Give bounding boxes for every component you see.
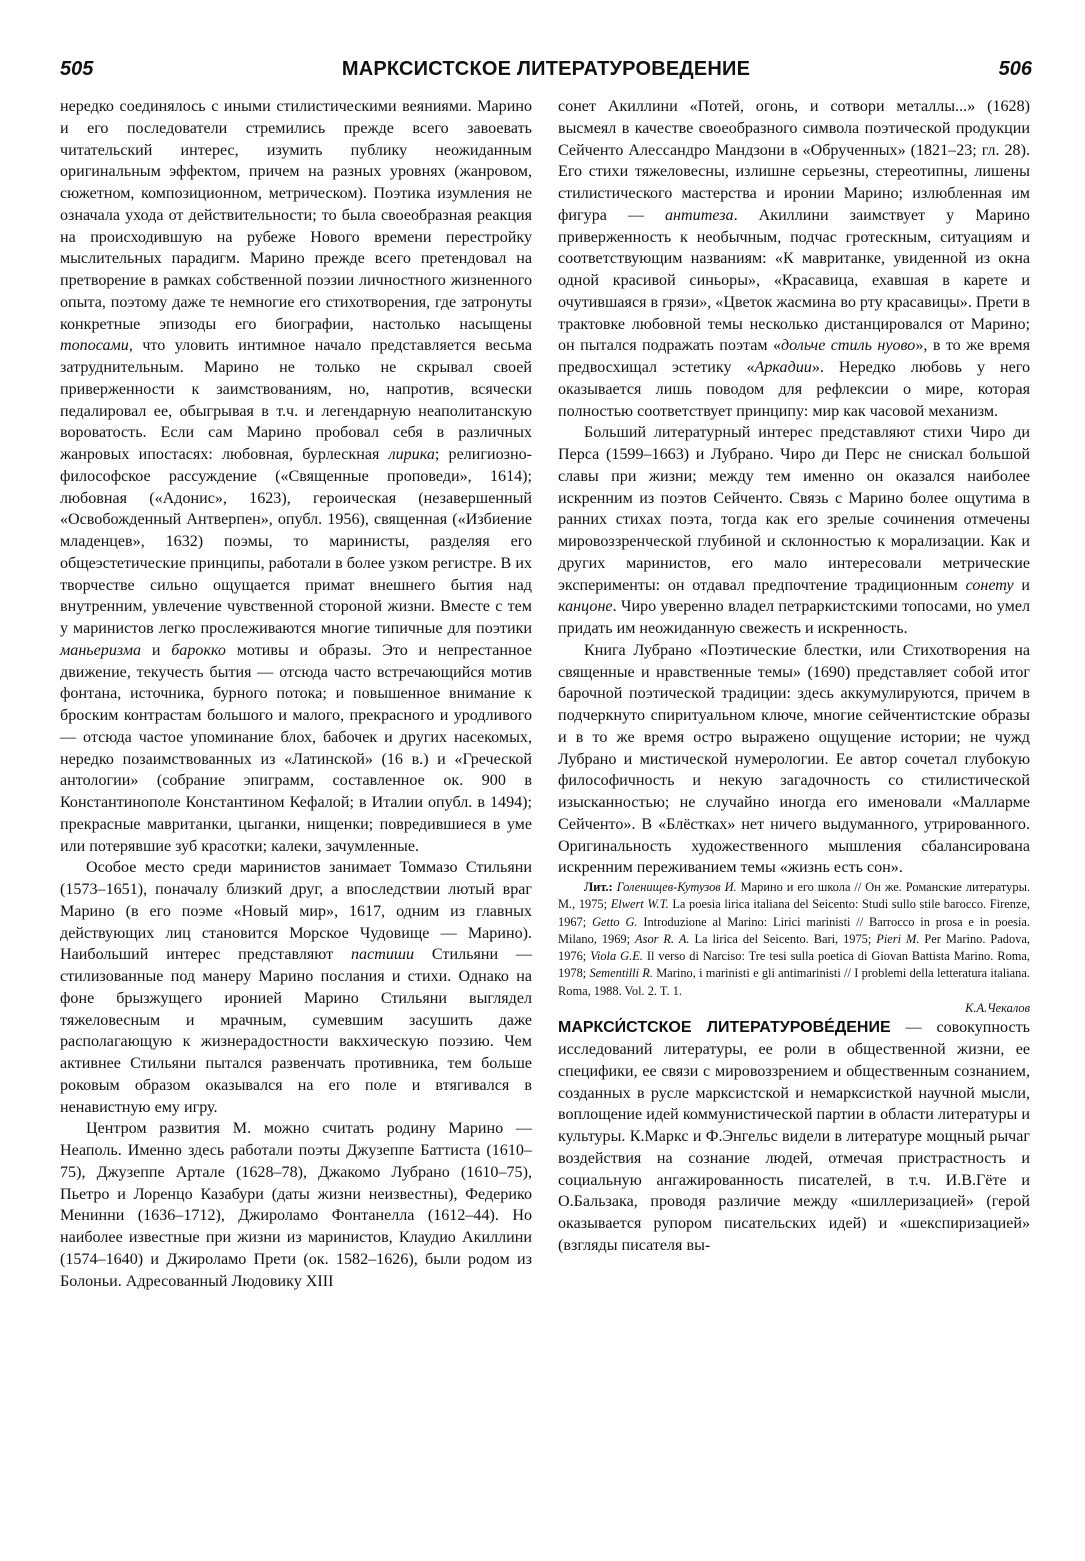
paragraph: сонет Акиллини «Потей, огонь, и сотвори металлы...» (1628) высмеял в качестве своеобразного символа поэтической продукции Сейченто Алессандро Мандзони в «Обрученных» (1821–23; гл. 28). Его стихи тяжеловесны, излишне серьезны, стереотипны, лишены стилистического мастерства и иронии Марино; излюбленная им фигура — антитеза. Акиллини заимствует у Марино приверженность к необычным, подчас гротескным, ситуациям и соответствующим названиям: «К мавританке, увиденной из окна одной красивой синьоры», «Красавица, ехавшая в карете и очутившаяся в грязи», «Цветок жасмина во рту красавицы». Прети в трактовке любовной темы несколько дистанцировался от Марино; он пытался подражать поэтам «дольче стиль нуово», в то же время предвосхищал эстетику «Аркадии». Нередко любовь у него оказывается лишь поводом для рефлексии о мире, которая полностью соответствует принципу: мир как часовой механизм. [558,98,1031,420]
term: антитеза [665,206,734,224]
term: барокко [171,641,226,659]
author-signature: К.А.Чекалов [965,1001,1030,1016]
term: топосами [60,337,129,355]
bibliography: Лит.: Голенищев-Кутузов И. Марино и его школа // Он же. Романские литературы. М., 1975; Elwert W.T. La poesia lirica italiana del Seicento: Studi sullo stile barocco. Firenze, 1967; Getto G. Introduzione al Marino: Lirici marinisti // Barrocco in prosa e in poesia. Milano, 1969; Asor R. A. La lirica del Seicento. Bari, 1975; Pieri M. Per Marino. Padova, 1976; Viola G.E. Il verso di Narciso: Tre tesi sulla poetica di Giovan Battista Marino. Roma, 1978; Sementilli R. Marino, i marinisti e gli antimarinisti // I problemi della letteratura italiana. Roma, 1988. Vol. 2. T. 1. К.А.Чекалов [558,879,1030,1017]
term: Аркадии [754,359,812,376]
page-number-right: 506 [998,58,1032,80]
running-title: МАРКСИСТСКОЕ ЛИТЕРАТУРОВЕДЕНИЕ [341,58,751,80]
paragraph: нередко соединялось с иными стилистическими веяниями. Марино и его последователи стремились прежде всего завоевать читательский интерес, изумить публику неожиданным оригинальным эффектом, причем на разных уровнях (жанровом, сюжетном, композиционном, метрическом). Поэтика изумления не означала ухода от действительности; то была своеобразная реакция на происходившую на рубеже Нового времени перестройку мыслительных парадигм. Марино прежде всего претендовал на претворение в рамках собственной поэзии личностного жизненного опыта, поэтому даже те немногие его стихотворения, где затронуты конкретные эпизоды его биографии, настолько насыщены топосами, что уловить интимное начало представляется весьма затруднительным. Марино не только не скрывал своей приверженности к заимствованиям, но, напротив, всячески педалировал ее, обыгрывая в т.ч. и легендарную неаполитанскую вороватость. Если сам Марино пробовал себя в различных жанровых ипостасях: любовная, бурлескная лирика; религиозно-философское рассуждение («Священные проповеди», 1614); любовная («Адонис», 1623), героическая (незавершенный «Освобожденный Антверпен», опубл. 1956), священная («Избиение младенцев», 1632) поэмы, то маринисты, разделяя его общеэстетические принципы, работали в более узком регистре. В их творчестве сильно ощущается примат внешнего бытия над внутренним, увлечение чувственной стороной жизни. Вместе с тем у маринистов легко прослеживаются многие типичные для поэтики маньеризма и барокко мотивы и образы. Это и непрестанное движение, текучесть бытия — отсюда часто встречающийся мотив фонтана, источника, бурного потока; и повышенное внимание к броским контрастам большого и малого, прекрасного и уродливого — отсюда частое упоминание блох, бабочек и других насекомых, нередко позаимствованных из «Латинской» (16 в.) и «Греческой антологии» (собрание эпиграмм, составленное ок. 900 в Константинополе Константином Кефалой; в Италии опубл. в 1494); прекрасные мавританки, цыганки, нищенки; повредившиеся в уме или потерявшие зуб красотки; калеки, зачумленные. [60,98,533,855]
term: пастиши [350,946,415,964]
term: маньеризма [60,641,142,659]
term: лирика [388,446,435,463]
page-number-left: 505 [60,58,94,80]
paragraph: Особое место среди маринистов занимает Томмазо Стильяни (1573–1651), поначалу близкий друг, а впоследствии лютый враг Марино (в его поэме «Новый мир», 1617, одним из главных действующих лиц становится Морское Чудовище — Марино). Наибольший интерес представляют пастиши Стильяни — стилизованные под манеру Марино послания и стихи. Однако на фоне брызжущего иронией Марино Стильяни выглядел тяжеловесным и мрачным, сумевшим засушить даже располагающую к жизнерадостности вакхическую поэзию. Чем активнее Стильяни пытался развенчать противника, тем больше роковым образом оказывался на его поле и втягивался в ненавистную ему игру. [60,859,532,1116]
term: дольче стиль нуово [781,337,916,355]
lit-label: Лит.: [584,880,617,894]
page-header [60,58,1032,88]
term: сонету [965,576,1014,594]
left-column [60,96,532,1292]
dictionary-entry: МАРКСИ́СТСКОЕ ЛИТЕРАТУРОВЕ́ДЕНИЕ — совокупность исследований литературы, ее роли в общественной жизни, ее специфики, ее связи с мировоззрением и общественным сознанием, созданных в русле марксистской и немарксисткой научной мысли, воплощение идей коммунистической партии в области литературы и культуры. К.Маркс и Ф.Энгельс видели в литературе мощный рычаг воздействия на сознание людей, отмечая пристрастность и социальную ангажированность писателей, в т.ч. И.В.Гёте и О.Бальзака, проводя различие между «шиллеризацией» (герой оказывается рупором писательских идей) и «шекспиризацией» (взгляды писателя вы- [558,1019,1030,1254]
paragraph: Книга Лубрано «Поэтические блестки, или Стихотворения на священные и нравственные темы» (1690) представляет собой итог барочной поэтической традиции: здесь аккумулируются, причем в подчеркнуто спиритуальном ключе, многие сейчентистские образы и в то же время остро выражено ощущение истории; не чужд Лубрано и мистической нумерологии. Ее автор сочетал глубокую философичность и некую загадочность со стилистической изысканностью; не случайно иногда его именовали «Малларме Сейченто». В «Блёстках» нет ничего выдуманного, утрированного. Оригинальность художественного мышления сбалансирована искренним переживанием темы «жизнь есть сон». [558,641,1030,877]
entry-headword: МАРКСИ́СТСКОЕ ЛИТЕРАТУРОВЕ́ДЕНИЕ [558,1019,891,1037]
term: канцоне [558,598,613,616]
right-column [558,96,1030,1257]
paragraph: Больший литературный интерес представляют стихи Чиро ди Перса (1599–1663) и Лубрано. Чиро ди Перс не снискал большой славы при жизни; между тем именно он оказался наиболее искренним из поэтов Сейченто. Связь с Марино более ощутима в ранних стихах поэта, тогда как его зрелые сочинения отмечены мировоззренческой глубиной и склонностью к морализации. Как и других маринистов, его мало интересовали метрические эксперименты: он отдавал предпочтение традиционным сонету и канцоне. Чиро уверенно владел петраркистскими топосами, но умел придать им неожиданную свежесть и искренность. [558,424,1031,637]
paragraph: Центром развития М. можно считать родину Марино — Неаполь. Именно здесь работали поэты Джузеппе Баттиста (1610–75), Джузеппе Артале (1628–78), Джакомо Лубрано (1610–75), Пьетро и Лоренцо Казабури (даты жизни неизвестны), Федерико Менинни (1636–1712), Джироламо Фонтанелла (1612–44). Но наиболее известные при жизни из маринистов, Клаудио Акиллини (1574–1640) и Джироламо Прети (ок. 1582–1626), были родом из Болоньи. Адресованный Людовику XIII [60,1120,532,1290]
